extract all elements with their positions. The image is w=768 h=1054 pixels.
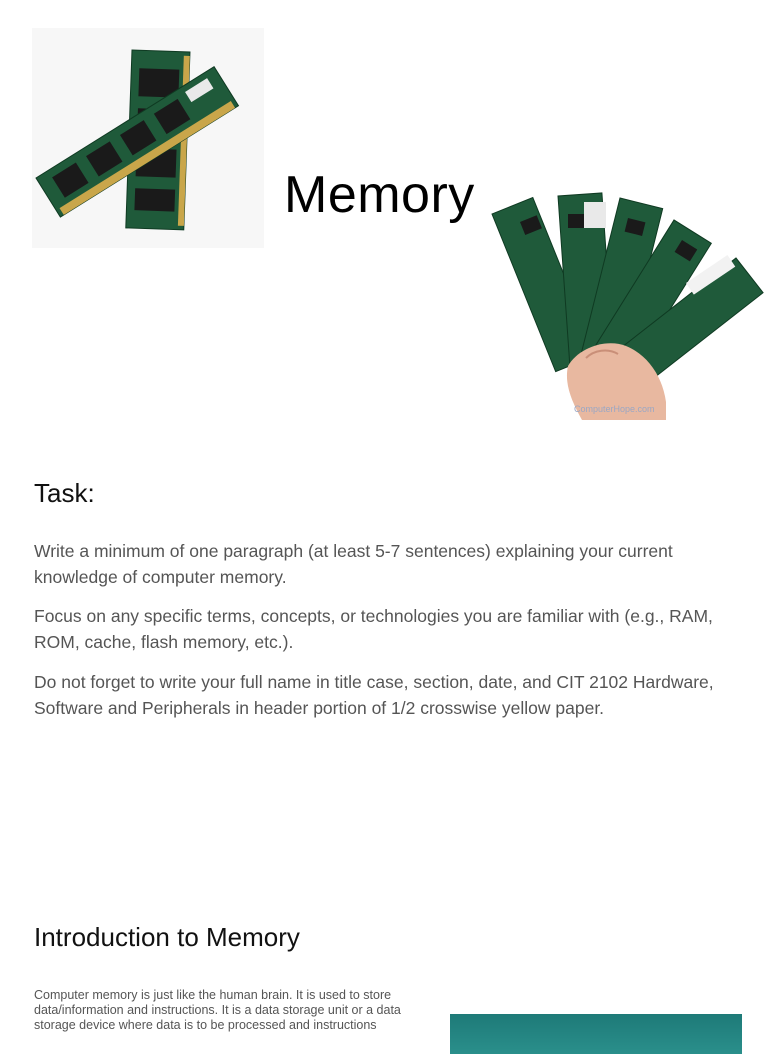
- slide-title-text: Memory: [284, 166, 475, 224]
- slide-introduction: [0, 860, 768, 1032]
- task-heading: Task:: [34, 478, 95, 508]
- hand-holding-ram-image: [486, 188, 768, 420]
- intro-heading: Introduction to Memory: [34, 922, 300, 952]
- ram-modules-image: [32, 28, 264, 248]
- slide-title: [0, 0, 768, 440]
- task-paragraph: Write a minimum of one paragraph (at least 5-7 sentences) explaining your current knowledge of computer memory.: [34, 541, 673, 587]
- image-credit: ComputerHope.com: [574, 404, 655, 414]
- task-paragraph: Focus on any specific terms, concepts, or technologies you are familiar with (e.g., RAM, ROM, cache, flash memory, etc.).: [34, 606, 713, 652]
- task-paragraph: Do not forget to write your full name in title case, section, date, and CIT 2102 Hardware, Software and Peripherals in header portion of 1/2 crosswise yellow paper.: [34, 672, 714, 718]
- intro-image: [450, 1014, 742, 1054]
- intro-paragraph: Computer memory is just like the human brain. It is used to store data/information and instructions. It is a data storage unit or a data storage device where data is to be processed and instructions: [34, 988, 401, 1032]
- slide-task: [0, 440, 768, 860]
